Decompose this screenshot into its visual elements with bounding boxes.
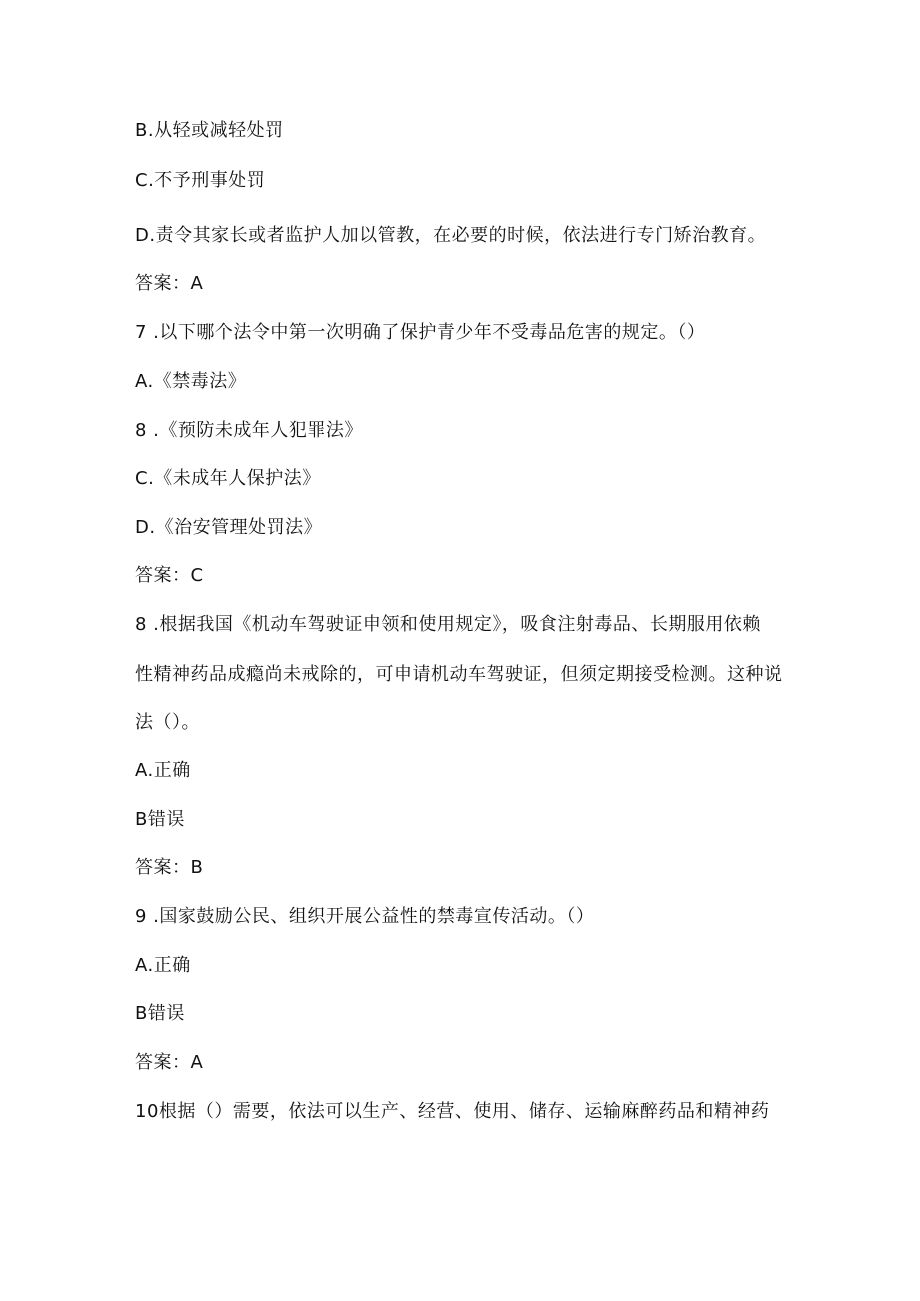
question-line: 10根据（）需要，依法可以生产、经营、使用、储存、运输麻醉药品和精神药 <box>135 1101 770 1122</box>
option-line: A.《禁毒法》 <box>135 371 247 392</box>
option-line: B.从轻或减轻处罚 <box>135 120 284 141</box>
answer-line: 答案：A <box>135 273 204 294</box>
option-line: A.正确 <box>135 955 191 976</box>
option-line: B错误 <box>135 809 185 830</box>
option-line: C.《未成年人保护法》 <box>135 468 321 489</box>
option-line: A.正确 <box>135 760 191 781</box>
option-line: 8 .《预防未成年人犯罪法》 <box>135 420 363 441</box>
answer-line: 答案：B <box>135 857 204 878</box>
question-line: 8 .根据我国《机动车驾驶证申领和使用规定》，吸食注射毒品、长期服用依赖 <box>135 614 761 635</box>
question-line: 9 .国家鼓励公民、组织开展公益性的禁毒宣传活动。（） <box>135 906 595 927</box>
answer-line: 答案：A <box>135 1052 204 1073</box>
option-line: D.责令其家长或者监护人加以管教，在必要的时候，依法进行专门矫治教育。 <box>135 225 767 246</box>
option-line: D.《治安管理处罚法》 <box>135 517 323 538</box>
option-line: B错误 <box>135 1003 185 1024</box>
question-line: 法（）。 <box>135 712 200 733</box>
option-line: C.不予刑事处罚 <box>135 170 266 191</box>
question-line: 性精神药品成瘾尚未戒除的，可申请机动车驾驶证，但须定期接受检测。这种说 <box>135 664 783 685</box>
question-line: 7 .以下哪个法令中第一次明确了保护青少年不受毒品危害的规定。（） <box>135 322 706 343</box>
answer-line: 答案：C <box>135 565 204 586</box>
